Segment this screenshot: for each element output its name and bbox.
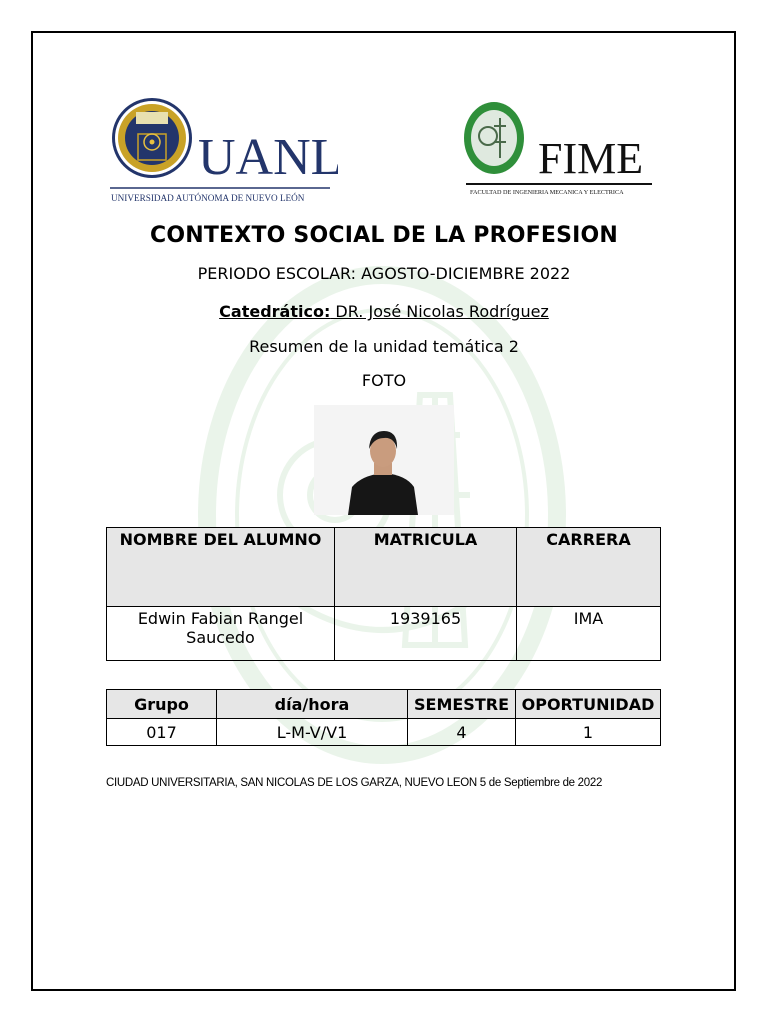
catedratico-name: DR. José Nicolas Rodríguez	[330, 302, 549, 321]
student-table-header-row	[107, 528, 661, 607]
periodo-escolar: PERIODO ESCOLAR: AGOSTO-DICIEMBRE 2022	[197, 264, 571, 283]
catedratico	[0, 302, 768, 321]
document-title: CONTEXTO SOCIAL DE LA PROFESION	[149, 223, 619, 248]
student-name-line2: Saucedo	[186, 628, 255, 647]
header-semestre: SEMESTRE	[408, 690, 516, 719]
carrera-cell: IMA	[517, 607, 661, 661]
foto-label: FOTO	[361, 371, 407, 390]
semestre-cell: 4	[408, 719, 516, 746]
table-row	[107, 719, 661, 746]
schedule-table	[106, 689, 661, 746]
footer-location-date: CIUDAD UNIVERSITARIA, SAN NICOLAS DE LOS GARZA, NUEVO LEON 5 de Septiembre de 2022	[106, 777, 603, 789]
dia-hora-cell: L-M-V/V1	[217, 719, 408, 746]
table-row	[107, 607, 661, 661]
student-photo	[314, 405, 454, 515]
header-matricula: MATRICULA	[335, 528, 517, 607]
svg-text:FACULTAD DE INGENIERIA MECANIC: FACULTAD DE INGENIERIA MECANICA Y ELECTRICA	[470, 189, 624, 196]
uanl-logo	[108, 96, 338, 206]
svg-text:FIME: FIME	[538, 134, 644, 183]
matricula-cell: 1939165	[335, 607, 517, 661]
student-table	[106, 527, 661, 661]
svg-text:UNIVERSIDAD AUTÓNOMA DE NUEVO: UNIVERSIDAD AUTÓNOMA DE NUEVO LEÓN	[111, 193, 305, 203]
header-dia-hora: día/hora	[217, 690, 408, 719]
student-name-line1: Edwin Fabian Rangel	[137, 609, 304, 628]
student-name-cell	[107, 607, 335, 661]
fime-logo	[456, 96, 664, 206]
header-oportunidad: OPORTUNIDAD	[516, 690, 661, 719]
schedule-header-row	[107, 690, 661, 719]
oportunidad-cell: 1	[516, 719, 661, 746]
catedratico-label: Catedrático:	[219, 302, 331, 321]
header-nombre: NOMBRE DEL ALUMNO	[107, 528, 335, 607]
header-carrera: CARRERA	[517, 528, 661, 607]
uanl-wordmark: UANL	[198, 129, 338, 186]
header-grupo: Grupo	[107, 690, 217, 719]
resumen-unidad: Resumen de la unidad temática 2	[249, 337, 519, 356]
grupo-cell: 017	[107, 719, 217, 746]
